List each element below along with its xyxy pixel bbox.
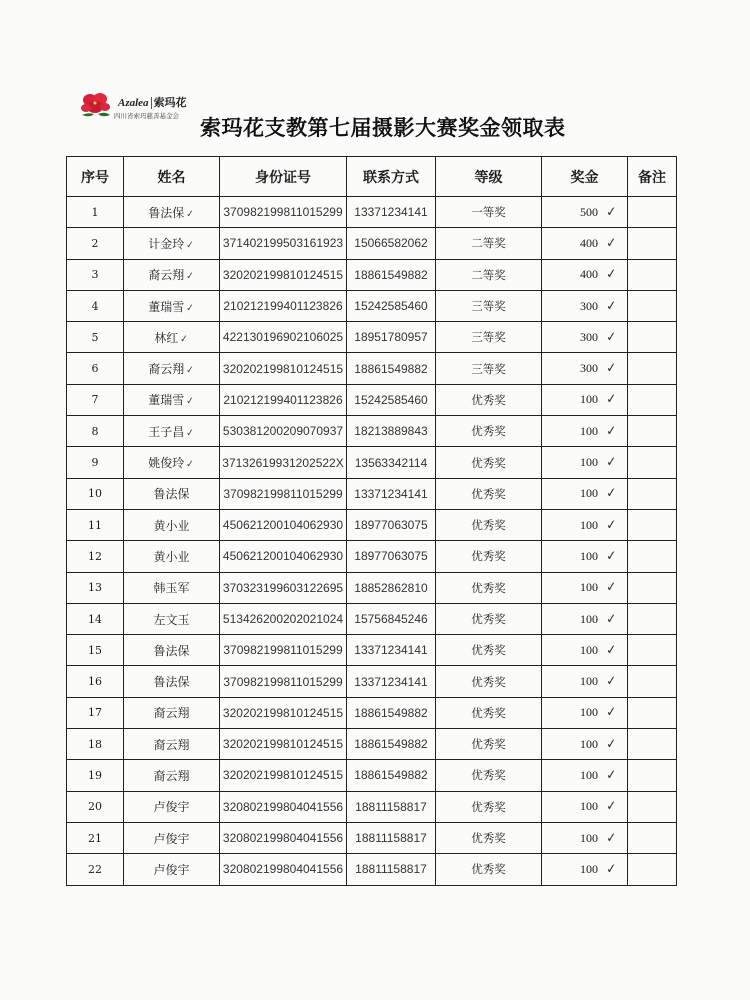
row-remark: [628, 635, 677, 666]
row-grade: 三等奖: [436, 322, 542, 353]
row-name: [124, 259, 220, 290]
table-row: [67, 322, 677, 353]
row-name-text: 鲁法保: [153, 675, 190, 690]
handwritten-check-icon: ✓: [605, 610, 618, 628]
row-phone: 18861549882: [347, 760, 436, 791]
row-name-text: 黄小业: [153, 549, 190, 564]
row-prize: [542, 478, 628, 509]
row-remark: [628, 509, 677, 540]
row-prize: [542, 760, 628, 791]
row-id-number: 370982199811015299: [220, 197, 347, 228]
row-prize-amount: 300: [580, 329, 598, 344]
row-remark: [628, 416, 677, 447]
row-id-number: 37132619931202522X: [220, 447, 347, 478]
prize-claim-table: [66, 156, 677, 886]
row-grade: 优秀奖: [436, 635, 542, 666]
row-phone: 18861549882: [347, 353, 436, 384]
row-phone: 18951780957: [347, 322, 436, 353]
row-prize: [542, 541, 628, 572]
row-phone: 13371234141: [347, 666, 436, 697]
handwritten-check-icon: ✓: [605, 767, 618, 784]
row-prize: [542, 666, 628, 697]
row-number: 16: [67, 666, 124, 697]
row-name-text: 计金玲: [148, 236, 185, 251]
row-name-text: 鲁法保: [153, 643, 190, 658]
handwritten-check-icon: ✓: [605, 642, 618, 659]
row-grade: 优秀奖: [436, 541, 542, 572]
row-grade: 二等奖: [436, 228, 542, 259]
row-remark: [628, 760, 677, 791]
row-grade: 一等奖: [436, 197, 542, 228]
handwritten-check-icon: ✓: [185, 302, 196, 314]
table-row: [67, 572, 677, 603]
row-name-text: 卢俊宇: [153, 800, 190, 815]
row-prize: [542, 197, 628, 228]
table-row: [67, 697, 677, 728]
row-number: 11: [67, 509, 124, 540]
handwritten-check-icon: ✓: [605, 298, 618, 315]
row-phone: 18811158817: [347, 822, 436, 853]
handwritten-check-icon: ✓: [605, 204, 618, 221]
row-name: [124, 791, 220, 822]
handwritten-check-icon: ✓: [605, 736, 618, 753]
row-grade: 优秀奖: [436, 854, 542, 885]
row-name-text: 韩玉军: [153, 581, 190, 596]
row-remark: [628, 478, 677, 509]
logo-subtitle: 四川省索玛慈善基金会: [114, 112, 179, 120]
row-remark: [628, 290, 677, 321]
table-row: [67, 259, 677, 290]
row-prize: [542, 290, 628, 321]
row-phone: 13371234141: [347, 635, 436, 666]
row-phone: 15756845246: [347, 603, 436, 634]
handwritten-check-icon: ✓: [605, 798, 618, 815]
logo-latin-text: Azalea: [118, 97, 149, 109]
row-remark: [628, 791, 677, 822]
row-id-number: 371402199503161923: [220, 228, 347, 259]
row-id-number: 320202199810124515: [220, 697, 347, 728]
row-name-text: 林红: [154, 330, 179, 345]
row-prize-amount: 100: [580, 861, 598, 876]
row-name: [124, 447, 220, 478]
row-name-text: 姚俊玲: [148, 456, 185, 471]
row-name: [124, 197, 220, 228]
row-name: [124, 666, 220, 697]
row-grade: 优秀奖: [436, 822, 542, 853]
row-number: 14: [67, 603, 124, 634]
handwritten-check-icon: ✓: [185, 364, 196, 377]
row-name: [124, 322, 220, 353]
row-prize: [542, 854, 628, 885]
row-name-text: 左文玉: [153, 612, 190, 627]
row-id-number: 370323199603122695: [220, 572, 347, 603]
row-remark: [628, 572, 677, 603]
handwritten-check-icon: ✓: [185, 427, 196, 440]
row-name-text: 裔云翔: [153, 768, 190, 783]
row-id-number: 210212199401123826: [220, 290, 347, 321]
row-remark: [628, 447, 677, 478]
row-id-number: 320202199810124515: [220, 729, 347, 760]
table-row: [67, 384, 677, 415]
column-header-number: 序号: [67, 157, 124, 197]
row-prize: [542, 416, 628, 447]
handwritten-check-icon: ✓: [185, 239, 196, 252]
column-header-id: 身份证号: [220, 157, 347, 197]
row-phone: 13563342114: [347, 447, 436, 478]
row-name-text: 董瑞雪: [148, 299, 185, 314]
row-phone: 15066582062: [347, 228, 436, 259]
row-number: 9: [67, 447, 124, 478]
handwritten-check-icon: ✓: [185, 208, 196, 221]
row-prize: [542, 697, 628, 728]
table-header-row: [67, 157, 677, 197]
row-number: 10: [67, 478, 124, 509]
table-row: [67, 603, 677, 634]
row-number: 8: [67, 416, 124, 447]
row-prize-amount: 100: [580, 830, 598, 845]
row-name-text: 王子昌: [148, 424, 185, 439]
handwritten-check-icon: ✓: [605, 861, 618, 878]
table-row: [67, 228, 677, 259]
handwritten-check-icon: ✓: [605, 423, 618, 440]
row-name: [124, 384, 220, 415]
table-row: [67, 854, 677, 885]
column-header-contact: 联系方式: [347, 157, 436, 197]
row-phone: 13371234141: [347, 197, 436, 228]
row-id-number: 210212199401123826: [220, 384, 347, 415]
handwritten-check-icon: ✓: [605, 235, 618, 252]
handwritten-check-icon: ✓: [185, 396, 196, 408]
handwritten-check-icon: ✓: [605, 830, 618, 847]
column-header-prize: 奖金: [542, 157, 628, 197]
row-name: [124, 416, 220, 447]
row-number: 15: [67, 635, 124, 666]
row-prize-amount: 400: [580, 267, 598, 282]
handwritten-check-icon: ✓: [605, 548, 618, 565]
row-number: 20: [67, 791, 124, 822]
row-prize-amount: 100: [580, 611, 598, 626]
column-header-remark: 备注: [628, 157, 677, 197]
row-prize-amount: 100: [580, 455, 598, 470]
table-row: [67, 635, 677, 666]
row-phone: 18811158817: [347, 791, 436, 822]
row-phone: 15242585460: [347, 384, 436, 415]
row-name-text: 黄小业: [153, 518, 190, 533]
table-row: [67, 666, 677, 697]
row-grade: 优秀奖: [436, 760, 542, 791]
row-prize: [542, 729, 628, 760]
row-prize: [542, 822, 628, 853]
row-name: [124, 509, 220, 540]
row-grade: 优秀奖: [436, 729, 542, 760]
row-prize-amount: 400: [580, 235, 598, 250]
row-name: [124, 353, 220, 384]
row-prize: [542, 635, 628, 666]
row-grade: 优秀奖: [436, 478, 542, 509]
row-id-number: 370982199811015299: [220, 666, 347, 697]
row-phone: 18811158817: [347, 854, 436, 885]
row-name: [124, 697, 220, 728]
row-phone: 15242585460: [347, 290, 436, 321]
row-id-number: 513426200202021024: [220, 603, 347, 634]
logo-chinese-text: 索玛花: [151, 97, 187, 109]
row-id-number: 320802199804041556: [220, 822, 347, 853]
handwritten-check-icon: ✓: [605, 704, 618, 721]
row-name-text: 鲁法保: [153, 487, 190, 502]
row-number: 1: [67, 197, 124, 228]
handwritten-check-icon: ✓: [605, 329, 618, 346]
row-name: [124, 854, 220, 885]
document-title: 索玛花支教第七届摄影大赛奖金领取表: [200, 116, 566, 140]
row-name-text: 卢俊宇: [153, 831, 190, 846]
row-remark: [628, 822, 677, 853]
table-row: [67, 509, 677, 540]
row-name-text: 董瑞雪: [148, 393, 185, 408]
logo-wordmark: [118, 94, 187, 110]
row-name-text: 裔云翔: [148, 362, 185, 377]
row-number: 22: [67, 854, 124, 885]
table-row: [67, 478, 677, 509]
row-grade: 二等奖: [436, 259, 542, 290]
table-row: [67, 729, 677, 760]
row-name: [124, 228, 220, 259]
row-name: [124, 822, 220, 853]
handwritten-check-icon: ✓: [605, 360, 618, 377]
row-name-text: 卢俊宇: [153, 862, 190, 877]
row-name-text: 裔云翔: [153, 706, 190, 721]
handwritten-check-icon: ✓: [605, 391, 618, 408]
row-remark: [628, 228, 677, 259]
handwritten-check-icon: ✓: [605, 266, 618, 283]
row-phone: 18852862810: [347, 572, 436, 603]
row-prize: [542, 603, 628, 634]
row-prize: [542, 384, 628, 415]
row-grade: 优秀奖: [436, 384, 542, 415]
row-phone: 18977063075: [347, 509, 436, 540]
row-number: 2: [67, 228, 124, 259]
row-prize-amount: 100: [580, 548, 598, 563]
row-prize: [542, 572, 628, 603]
row-prize-amount: 100: [580, 642, 598, 657]
handwritten-check-icon: ✓: [605, 579, 618, 596]
table-row: [67, 353, 677, 384]
row-name: [124, 572, 220, 603]
row-remark: [628, 541, 677, 572]
row-id-number: 530381200209070937: [220, 416, 347, 447]
row-number: 5: [67, 322, 124, 353]
table-row: [67, 447, 677, 478]
row-id-number: 320202199810124515: [220, 259, 347, 290]
row-prize: [542, 791, 628, 822]
row-prize-amount: 100: [580, 423, 598, 438]
row-grade: 三等奖: [436, 290, 542, 321]
row-remark: [628, 603, 677, 634]
table-row: [67, 290, 677, 321]
row-number: 7: [67, 384, 124, 415]
row-grade: 优秀奖: [436, 603, 542, 634]
row-name-text: 裔云翔: [153, 737, 190, 752]
row-grade: 优秀奖: [436, 509, 542, 540]
table-row: [67, 822, 677, 853]
row-grade: 优秀奖: [436, 697, 542, 728]
handwritten-check-icon: ✓: [605, 517, 618, 534]
row-prize-amount: 100: [580, 767, 598, 782]
row-phone: 18861549882: [347, 259, 436, 290]
row-prize-amount: 100: [580, 736, 598, 751]
row-number: 4: [67, 290, 124, 321]
handwritten-check-icon: ✓: [605, 485, 618, 502]
row-name: [124, 478, 220, 509]
row-phone: 13371234141: [347, 478, 436, 509]
row-remark: [628, 322, 677, 353]
row-name-text: 鲁法保: [148, 205, 185, 220]
row-prize-amount: 100: [580, 799, 598, 814]
row-prize-amount: 100: [580, 392, 598, 407]
row-prize-amount: 100: [580, 517, 598, 532]
column-header-grade: 等级: [436, 157, 542, 197]
row-phone: 18861549882: [347, 729, 436, 760]
row-remark: [628, 353, 677, 384]
row-remark: [628, 854, 677, 885]
handwritten-check-icon: ✓: [185, 270, 196, 283]
row-prize-amount: 500: [580, 204, 598, 219]
table-row: [67, 541, 677, 572]
row-name: [124, 729, 220, 760]
row-grade: 优秀奖: [436, 666, 542, 697]
row-number: 18: [67, 729, 124, 760]
row-prize: [542, 447, 628, 478]
row-id-number: 320802199804041556: [220, 854, 347, 885]
row-prize-amount: 300: [580, 298, 598, 313]
handwritten-check-icon: ✓: [185, 458, 196, 471]
row-number: 19: [67, 760, 124, 791]
row-id-number: 370982199811015299: [220, 478, 347, 509]
row-number: 6: [67, 353, 124, 384]
row-remark: [628, 697, 677, 728]
row-prize-amount: 100: [580, 705, 598, 720]
azalea-flower-icon: [78, 90, 114, 120]
row-id-number: 320202199810124515: [220, 760, 347, 791]
row-phone: 18861549882: [347, 697, 436, 728]
row-id-number: 422130196902106025: [220, 322, 347, 353]
row-id-number: 320202199810124515: [220, 353, 347, 384]
handwritten-check-icon: ✓: [605, 673, 618, 690]
row-prize-amount: 100: [580, 486, 598, 501]
row-number: 3: [67, 259, 124, 290]
row-name: [124, 760, 220, 791]
row-prize: [542, 259, 628, 290]
row-remark: [628, 729, 677, 760]
row-number: 17: [67, 697, 124, 728]
row-grade: 优秀奖: [436, 447, 542, 478]
row-remark: [628, 197, 677, 228]
row-phone: 18213889843: [347, 416, 436, 447]
row-number: 21: [67, 822, 124, 853]
row-remark: [628, 384, 677, 415]
row-name: [124, 603, 220, 634]
row-grade: 优秀奖: [436, 572, 542, 603]
handwritten-check-icon: ✓: [605, 454, 618, 471]
row-number: 13: [67, 572, 124, 603]
table-row: [67, 791, 677, 822]
row-name-text: 裔云翔: [148, 268, 185, 283]
row-prize-amount: 100: [580, 674, 598, 689]
row-name: [124, 290, 220, 321]
row-phone: 18977063075: [347, 541, 436, 572]
table-row: [67, 760, 677, 791]
row-prize: [542, 509, 628, 540]
row-remark: [628, 666, 677, 697]
row-name: [124, 541, 220, 572]
row-number: 12: [67, 541, 124, 572]
handwritten-check-icon: ✓: [179, 333, 190, 346]
row-prize-amount: 100: [580, 580, 598, 595]
table-row: [67, 197, 677, 228]
column-header-name: 姓名: [124, 157, 220, 197]
row-name: [124, 635, 220, 666]
row-grade: 三等奖: [436, 353, 542, 384]
row-prize: [542, 228, 628, 259]
row-id-number: 450621200104062930: [220, 509, 347, 540]
foundation-logo: [78, 90, 208, 126]
row-id-number: 320802199804041556: [220, 791, 347, 822]
row-prize: [542, 353, 628, 384]
row-grade: 优秀奖: [436, 416, 542, 447]
row-prize: [542, 322, 628, 353]
row-remark: [628, 259, 677, 290]
table-row: [67, 416, 677, 447]
row-prize-amount: 300: [580, 361, 598, 376]
row-id-number: 370982199811015299: [220, 635, 347, 666]
row-grade: 优秀奖: [436, 791, 542, 822]
row-id-number: 450621200104062930: [220, 541, 347, 572]
